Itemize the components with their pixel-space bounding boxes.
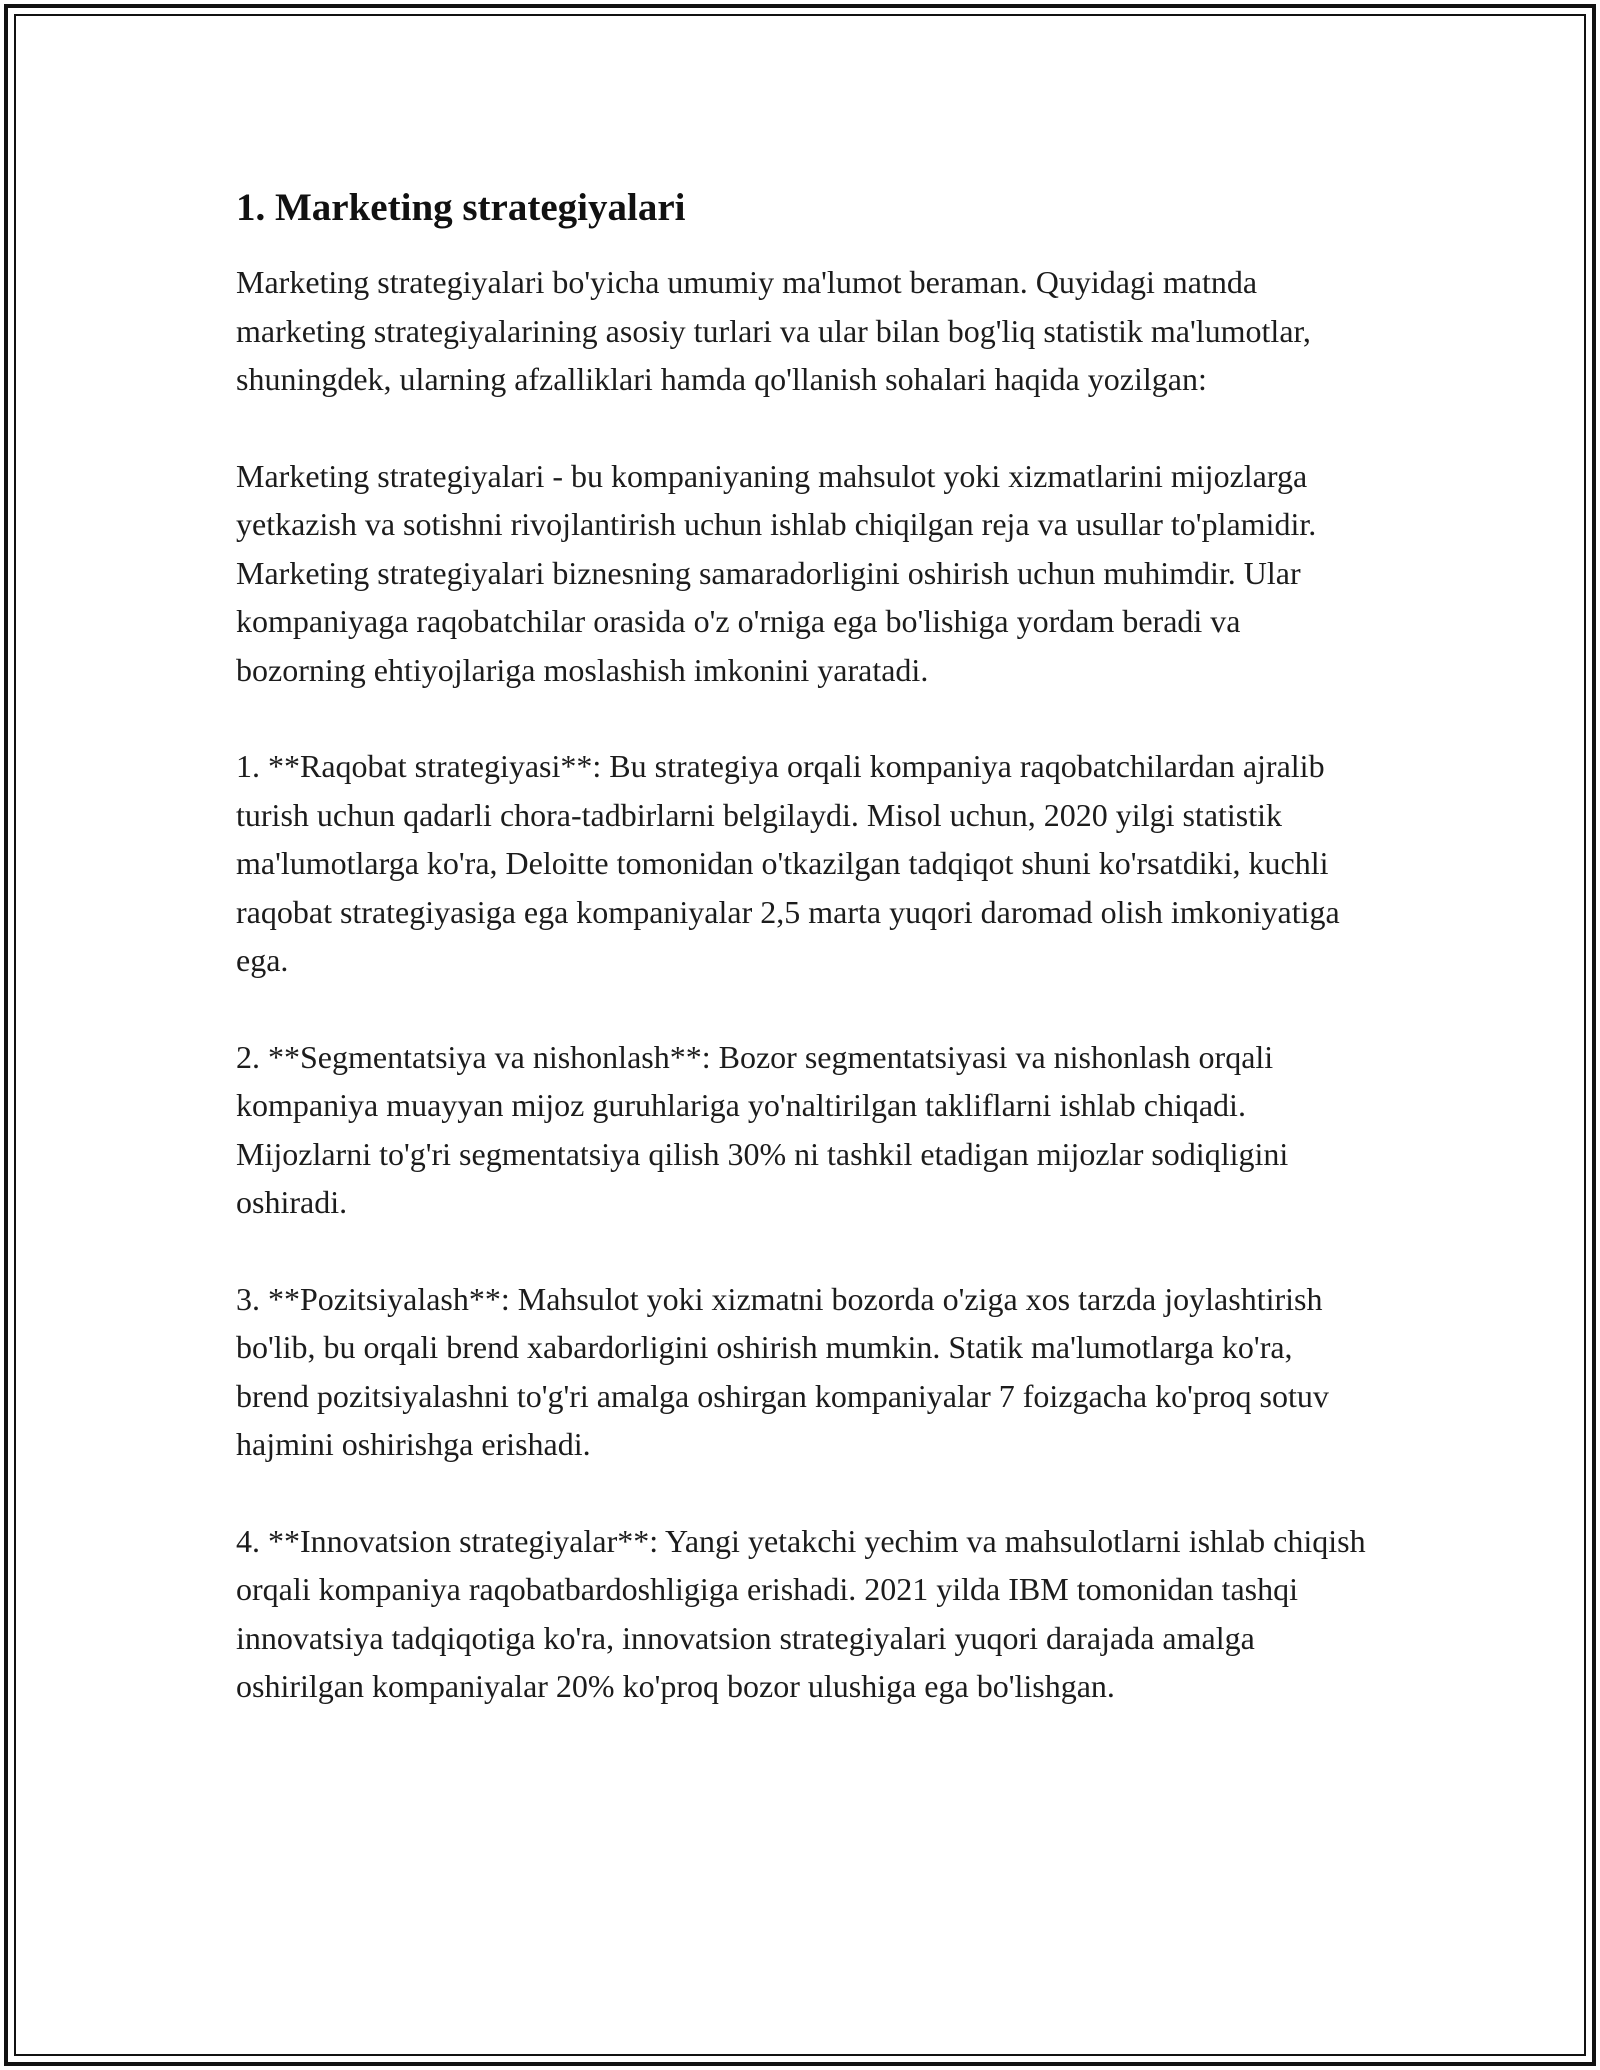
section-heading: 1. Marketing strategiyalari bbox=[236, 186, 686, 229]
intro-paragraph: Marketing strategiyalari bo'yicha umumiy ma'lumot beraman. Quyidagi matnda marketing strategiyalarining asosiy turlari va ular bilan bog'liq statistik ma'lumotlar, shuningdek, ularning afzalliklari hamda qo'llanish sohalari haqida yozilgan: bbox=[236, 264, 1311, 397]
document-body bbox=[236, 184, 1366, 1759]
list-item-segmentation: 2. **Segmentatsiya va nishonlash**: Bozor segmentatsiyasi va nishonlash orqali kompaniya muayyan mijoz guruhlariga yo'naltirilgan takliflarni ishlab chiqadi. Mijozlarni to'g'ri segmentatsiya qilish 30% ni tashkil etadigan mijozlar sodiqligini oshiradi. bbox=[236, 1038, 1289, 1220]
definition-paragraph: Marketing strategiyalari - bu kompaniyaning mahsulot yoki xizmatlarini mijozlarga yetkazish va sotishni rivojlantirish uchun ishlab chiqilgan reja va usullar to'plamidir. Marketing strategiyalari biznesning samaradorligini oshirish uchun muhimdir. Ular kompaniyaga raqobatchilar orasida o'z o'rniga ega bo'lishiga yordam beradi va bozorning ehtiyojlariga moslashish imkonini yaratadi. bbox=[236, 457, 1317, 688]
list-item-positioning: 3. **Pozitsiyalash**: Mahsulot yoki xizmatni bozorda o'ziga xos tarzda joylashtirish bo'lib, bu orqali brend xabardorligini oshirish mumkin. Statik ma'lumotlarga ko'ra, brend pozitsiyalashni to'g'ri amalga oshirgan kompaniyalar 7 foizgacha ko'proq sotuv hajmini oshirishga erishadi. bbox=[236, 1280, 1329, 1462]
list-item-innovation-strategies: 4. **Innovatsion strategiyalar**: Yangi yetakchi yechim va mahsulotlarni ishlab chiqish orqali kompaniya raqobatbardoshligiga erishadi. 2021 yilda IBM tomonidan tashqi innovatsiya tadqiqotiga ko'ra, innovatsion strategiyalari yuqori darajada amalga oshirilgan kompaniyalar 20% ko'proq bozor ulushiga ega bo'lishgan. bbox=[236, 1522, 1366, 1704]
list-item-competition-strategy: 1. **Raqobat strategiyasi**: Bu strategiya orqali kompaniya raqobatchilardan ajralib turish uchun qadarli chora-tadbirlarni belgilaydi. Misol uchun, 2020 yilgi statistik ma'lumotlarga ko'ra, Deloitte tomonidan o'tkazilgan tadqiqot shuni ko'rsatdiki, kuchli raqobat strategiyasiga ega kompaniyalar 2,5 marta yuqori daromad olish imkoniyatiga ega. bbox=[236, 748, 1340, 978]
